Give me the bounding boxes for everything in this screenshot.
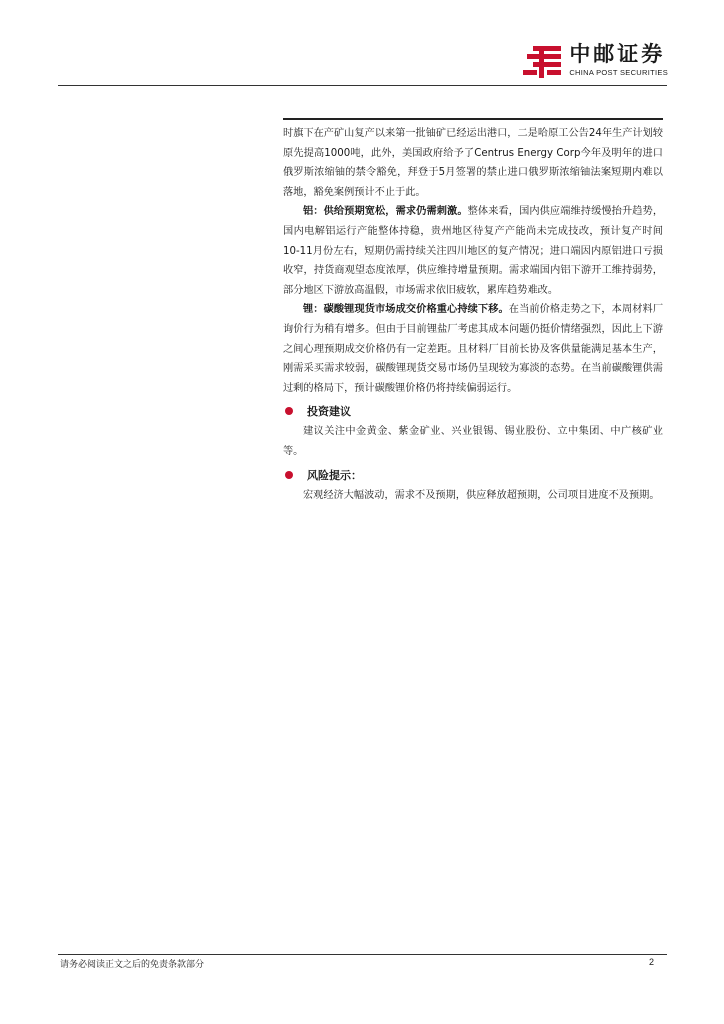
brand-name-en: CHINA POST SECURITIES (569, 68, 668, 77)
lithium-text: 在当前价格走势之下，本周材料厂询价行为稍有增多。但由于目前锂盐厂考虑其成本问题仍挺价情绪强烈，因此上下游之间心理预期成交价格仍有一定差距。且材料厂目前长协及客供量能满足基本生产，刚需采买需求较弱，碳酸锂现货交易市场仍呈现较为寡淡的态势。在当前碳酸锂供需过剩的格局下，预计碳酸锂价格仍将持续偏弱运行。 (283, 304, 664, 394)
section-title-risk: 风险提示： (307, 468, 362, 482)
aluminum-lead: 铝：供给预期宽松，需求仍需刺激。 (303, 206, 468, 218)
paragraph-risk-warning: 宏观经济大幅波动，需求不及预期，供应释放超预期，公司项目进度不及预期。 (303, 489, 660, 501)
footer-disclaimer: 请务必阅读正文之后的免责条款部分 (60, 960, 205, 970)
section-risk-warning (283, 464, 663, 486)
paragraph-uranium: 时旗下在产矿山复产以来第一批铀矿已经运出港口，二是哈原工公告24年生产计划较原先提高1000吨，此外，美国政府给予了Centrus Energy Corp今年及明年的进口俄罗斯浓缩铀的禁令豁免，拜登于5月签署的禁止进口俄罗斯浓缩铀法案短期内难以落地，豁免案例预计不止于此。 (283, 128, 663, 198)
paragraph-investment-advice: 建议关注中金黄金、紫金矿业、兴业银锡、锡业股份、立中集团、中广核矿业等。 (283, 426, 663, 457)
brand-name-cn: 中邮证券 (569, 42, 666, 66)
brand-text (569, 42, 668, 77)
content-top-divider (283, 118, 663, 120)
section-investment-advice (283, 400, 663, 422)
lithium-lead: 锂：碳酸锂现货市场成交价格重心持续下移。 (303, 304, 509, 316)
section-title-investment: 投资建议 (307, 405, 351, 419)
header-divider (58, 85, 667, 86)
footer-divider (58, 954, 667, 955)
page-number: 2 (648, 957, 654, 967)
aluminum-text: 整体来看，国内供应端维持缓慢抬升趋势，国内电解铝运行产能整体持稳，贵州地区待复产产能尚未完成技改，预计复产时间10-11月份左右，短期仍需持续关注四川地区的复产情况；进口端因内原铝进口亏损收窄，持货商观望态度浓厚，供应维持增量预期。需求端国内铝下游开工维持弱势，部分地区下游放高温假，市场需求依旧疲软，累库趋势难改。 (283, 206, 664, 296)
body-text (283, 124, 663, 505)
bullet-dot-icon (285, 471, 293, 479)
paragraph-lithium (283, 300, 663, 398)
paragraph-aluminum (283, 202, 663, 300)
page-header (0, 0, 724, 86)
bullet-dot-icon (285, 407, 293, 415)
brand-logo (523, 42, 668, 80)
china-post-logo-icon (523, 44, 563, 80)
